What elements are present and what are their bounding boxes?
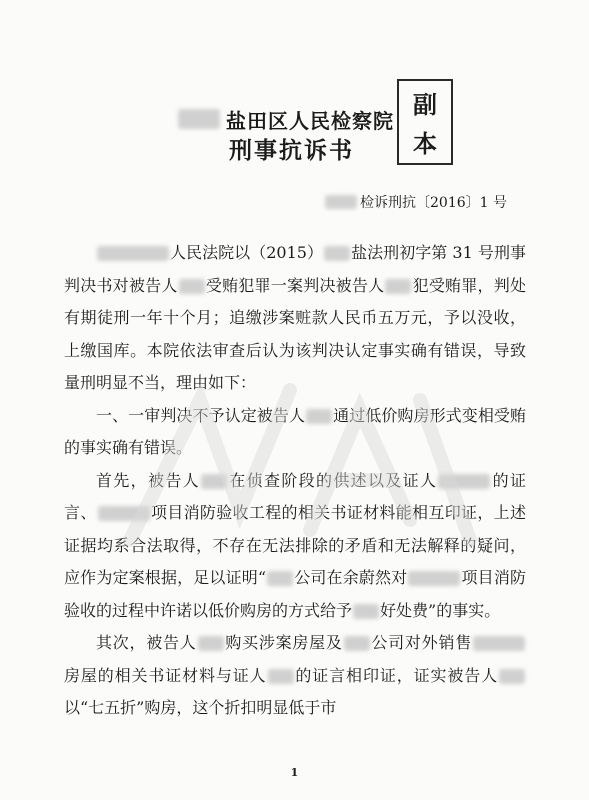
organization-name: 盐田区人民检察院 <box>226 108 394 133</box>
redacted-text <box>408 571 460 586</box>
redacted-text <box>344 636 370 651</box>
text-run: 以“七五折”购房，这个折扣明显低于市 <box>64 698 337 717</box>
text-run: 项目消防验收工程的相关书证材料能相互印证，上述证据均系合法取得，不存在无法排除的矛盾和无法解释的疑问，应作为定案根据，足以证明“ <box>64 503 526 587</box>
redacted-text <box>385 279 411 294</box>
document-header <box>0 92 589 202</box>
paragraph-3 <box>64 465 526 628</box>
redacted-text <box>179 279 205 294</box>
redacted-text <box>353 604 379 619</box>
redacted-text <box>473 636 525 651</box>
document-body <box>64 237 526 725</box>
text-run: 盐法刑初字第 31 号刑事判决书对被告人 <box>64 243 526 295</box>
text-run: 公司在余蔚然对 <box>294 568 408 587</box>
redacted-text <box>198 636 224 651</box>
text-run: 通过低价购房形式变相受贿的事实确有错误。 <box>64 405 526 457</box>
stamp-char-top: 副 <box>413 90 437 119</box>
document-number-text: 检诉刑抗〔2016〕1 号 <box>360 195 507 211</box>
text-run: 购买涉案房屋及 <box>224 633 343 652</box>
redacted-text <box>306 409 332 424</box>
text-run: 项目消防验收的过程中许诺以低价购房的方式给予 <box>64 568 526 620</box>
document-title: 刑事抗诉书 <box>229 137 354 164</box>
text-run: 犯受贿罪，判处有期徒刑一年十个月；追缴涉案赃款人民币五万元，予以没收，上缴国库。本院依法审查后认为该判决认定事实确有错误，导致量刑明显不当，理由如下： <box>64 275 526 392</box>
redacted-text <box>98 506 150 521</box>
text-run: 其次，被告人 <box>96 633 197 652</box>
redacted-text <box>324 246 350 261</box>
page-number: 1 <box>290 766 299 779</box>
issuing-organization <box>178 106 394 132</box>
paragraph-2 <box>64 400 526 465</box>
redacted-text <box>325 195 357 209</box>
text-run: 一、一审判决不予认定被告人 <box>96 405 306 425</box>
text-run: 房屋的相关书证材料与证人 <box>64 665 267 685</box>
redacted-text <box>178 109 220 129</box>
copy-stamp <box>397 79 453 165</box>
paragraph-1 <box>64 237 526 400</box>
text-run: 好处费”的事实。 <box>380 600 501 620</box>
text-run: 首先，被告人 <box>96 470 200 490</box>
redacted-text <box>201 474 227 489</box>
document-number <box>325 192 507 212</box>
text-run: 的证言、 <box>64 470 526 522</box>
stamp-char-bottom: 本 <box>413 129 437 158</box>
redacted-text <box>499 669 525 684</box>
redacted-text <box>97 246 169 261</box>
text-run: 受贿犯罪一案判决被告人 <box>205 275 385 295</box>
redacted-text <box>267 571 293 586</box>
text-run: 公司对外销售 <box>370 633 472 652</box>
redacted-text <box>268 669 294 684</box>
text-run: 在侦查阶段的供述以及证人 <box>228 470 438 490</box>
redacted-text <box>438 474 490 489</box>
text-run: 人民法院以（2015） <box>170 243 324 262</box>
paragraph-4 <box>64 627 526 725</box>
text-run: 的证言相印证，证实被告人 <box>294 665 498 685</box>
